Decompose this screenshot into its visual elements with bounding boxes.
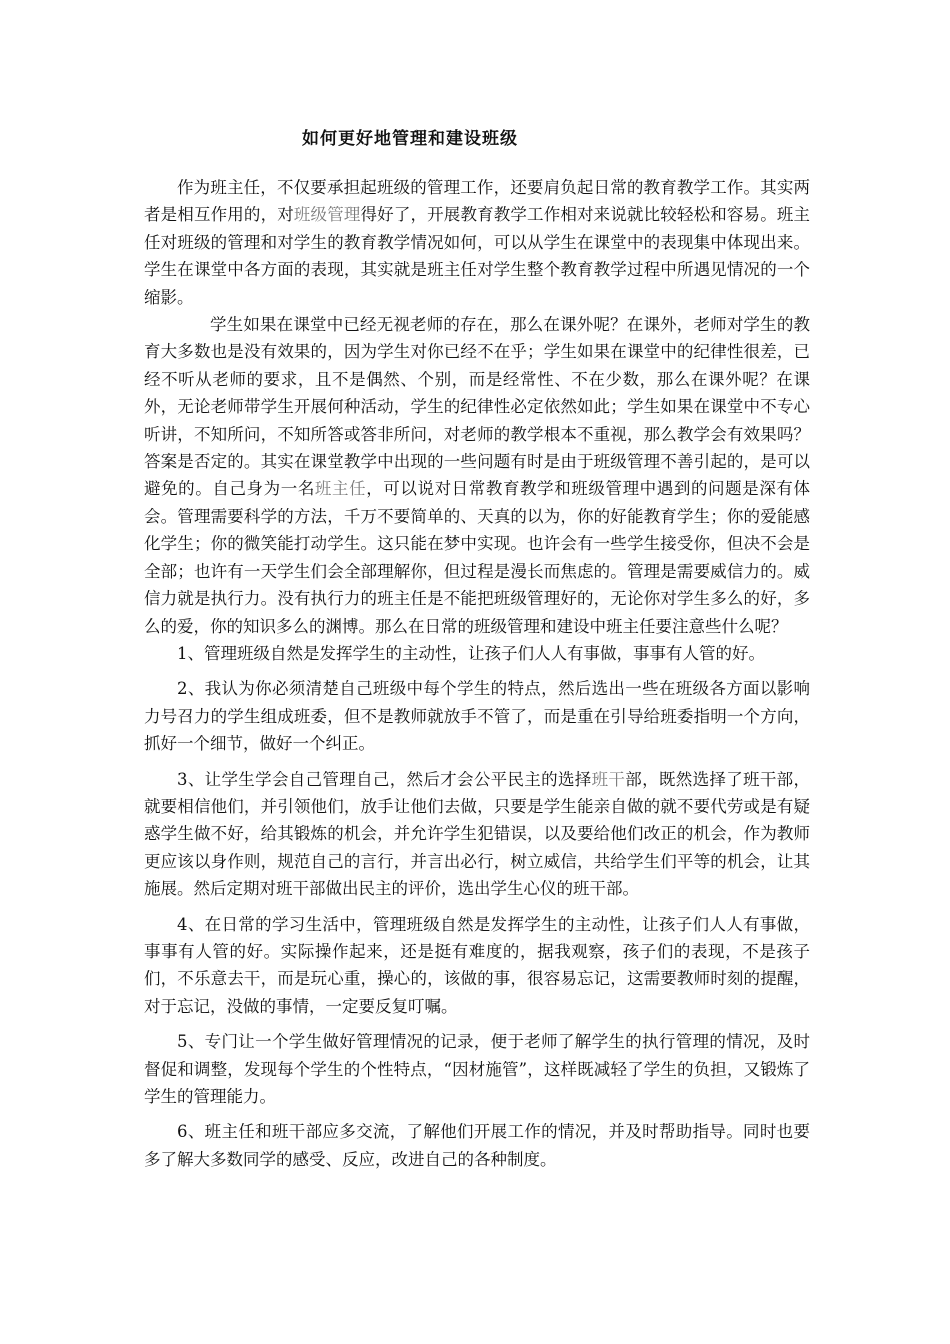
list-item-2: 2、我认为你必须清楚自己班级中每个学生的特点，然后选出一些在班级各方面以影响力号召力的学生组成班委，但不是教师就放手不管了，而是重在引导给班委指明一个方向，抓好一个细节，做好一个纠正。 [144,679,810,754]
link-class-cadre[interactable]: 班干 [591,769,626,789]
list-item-4: 4、在日常的学习生活中，管理班级自然是发挥学生的主动性，让孩子们人人有事做，事事有人管的好。实际操作起来，还是挺有难度的，据我观察，孩子们的表现，不是孩子们，不乐意去干，而是玩心重，操心的，该做的事，很容易忘记，这需要教师时刻的提醒，对于忘记，没做的事情，一定要反复叮嘱。 [144,914,810,1016]
paragraph-classroom-text-a: 学生如果在课堂中已经无视老师的存在，那么在课外呢？在课外，老师对学生的教育大多数也是没有效果的，因为学生对你已经不在乎；学生如果在课堂中的纪律性很差，已经不听从老师的要求，且不是偶然、个别，而是经常性、不在少数，那么在课外呢？在课外，无论老师带学生开展何种活动，学生的纪律性必定依然如此；学生如果在课堂中不专心听讲，不知所问，不知所答或答非所问，对老师的教学根本不重视，那么教学会有效果吗？答案是否定的。其实在课堂教学中出现的一些问题有时是由于班级管理不善引起的，是可以避免的。自己身为一名 [144,315,810,499]
list-item-1: 1、管理班级自然是发挥学生的主动性，让孩子们人人有事做，事事有人管的好。 [177,643,765,663]
paragraph-intro-text-b: 得好了，开展教育教学工作相对来说就比较轻松和容易。班主任对班级的管理和对学生的教育教学情况如何，可以从学生在课堂中的表现集中体现出来。学生在课堂中各方面的表现，其实就是班主任对学生整个教育教学过程中所遇见情况的一个缩影。 [144,205,811,307]
document-title: 如何更好地管理和建设班级 [302,129,518,149]
list-item-3 [144,766,810,903]
document-body [144,174,810,1173]
paragraph-classroom-text-b: ，可以说对日常教育教学和班级管理中遇到的问题是深有体会。管理需要科学的方法，千万不要简单的、天真的以为，你的好能教育学生；你的爱能感化学生；你的微笑能打动学生。这只能在梦中实现。也许会有一些学生接受你，但决不会是全部；也许有一天学生们会全部理解你，但过程是漫长而焦虑的。管理是需要威信力的。威信力就是执行力。没有执行力的班主任是不能把班级管理好的，无论你对学生多么的好，多么的爱，你的知识多么的渊博。那么在日常的班级管理和建设中班主任要注意些什么呢？ [144,479,811,636]
link-head-teacher[interactable]: 班主任 [314,479,367,499]
list-item-5: 5、专门让一个学生做好管理情况的记录，便于老师了解学生的执行管理的情况，及时督促和调整，发现每个学生的个性特点，“因材施管”，这样既减轻了学生的负担，又锻炼了学生的管理能力。 [144,1032,810,1106]
list-item-3-text-a: 3、让学生学会自己管理自己，然后才会公平民主的选择 [177,769,592,789]
link-class-management[interactable]: 班级管理 [293,205,361,225]
list-item-6: 6、班主任和班干部应多交流，了解他们开展工作的情况，并及时帮助指导。同时也要多了解大多数同学的感受、反应，改进自己的各种制度。 [144,1122,810,1169]
paragraph-classroom [144,311,810,640]
list-item-3-text-b: 部，既然选择了班干部，就要相信他们，并引领他们，放手让他们去做，只要是学生能亲自做的就不要代劳或是有疑惑学生做不好，给其锻炼的机会，并允许学生犯错误，以及要给他们改正的机会，作为教师更应该以身作则，规范自己的言行，并言出必行，树立威信，共给学生们平等的机会，让其施展。然后定期对班干部做出民主的评价，选出学生心仪的班干部。 [144,769,811,899]
paragraph-intro-text-a: 作为班主任，不仅要承担起班级的管理工作，还要肩负起日常的教育教学工作。其实两者是相互作用的，对 [144,178,810,225]
paragraph-intro [144,174,810,311]
